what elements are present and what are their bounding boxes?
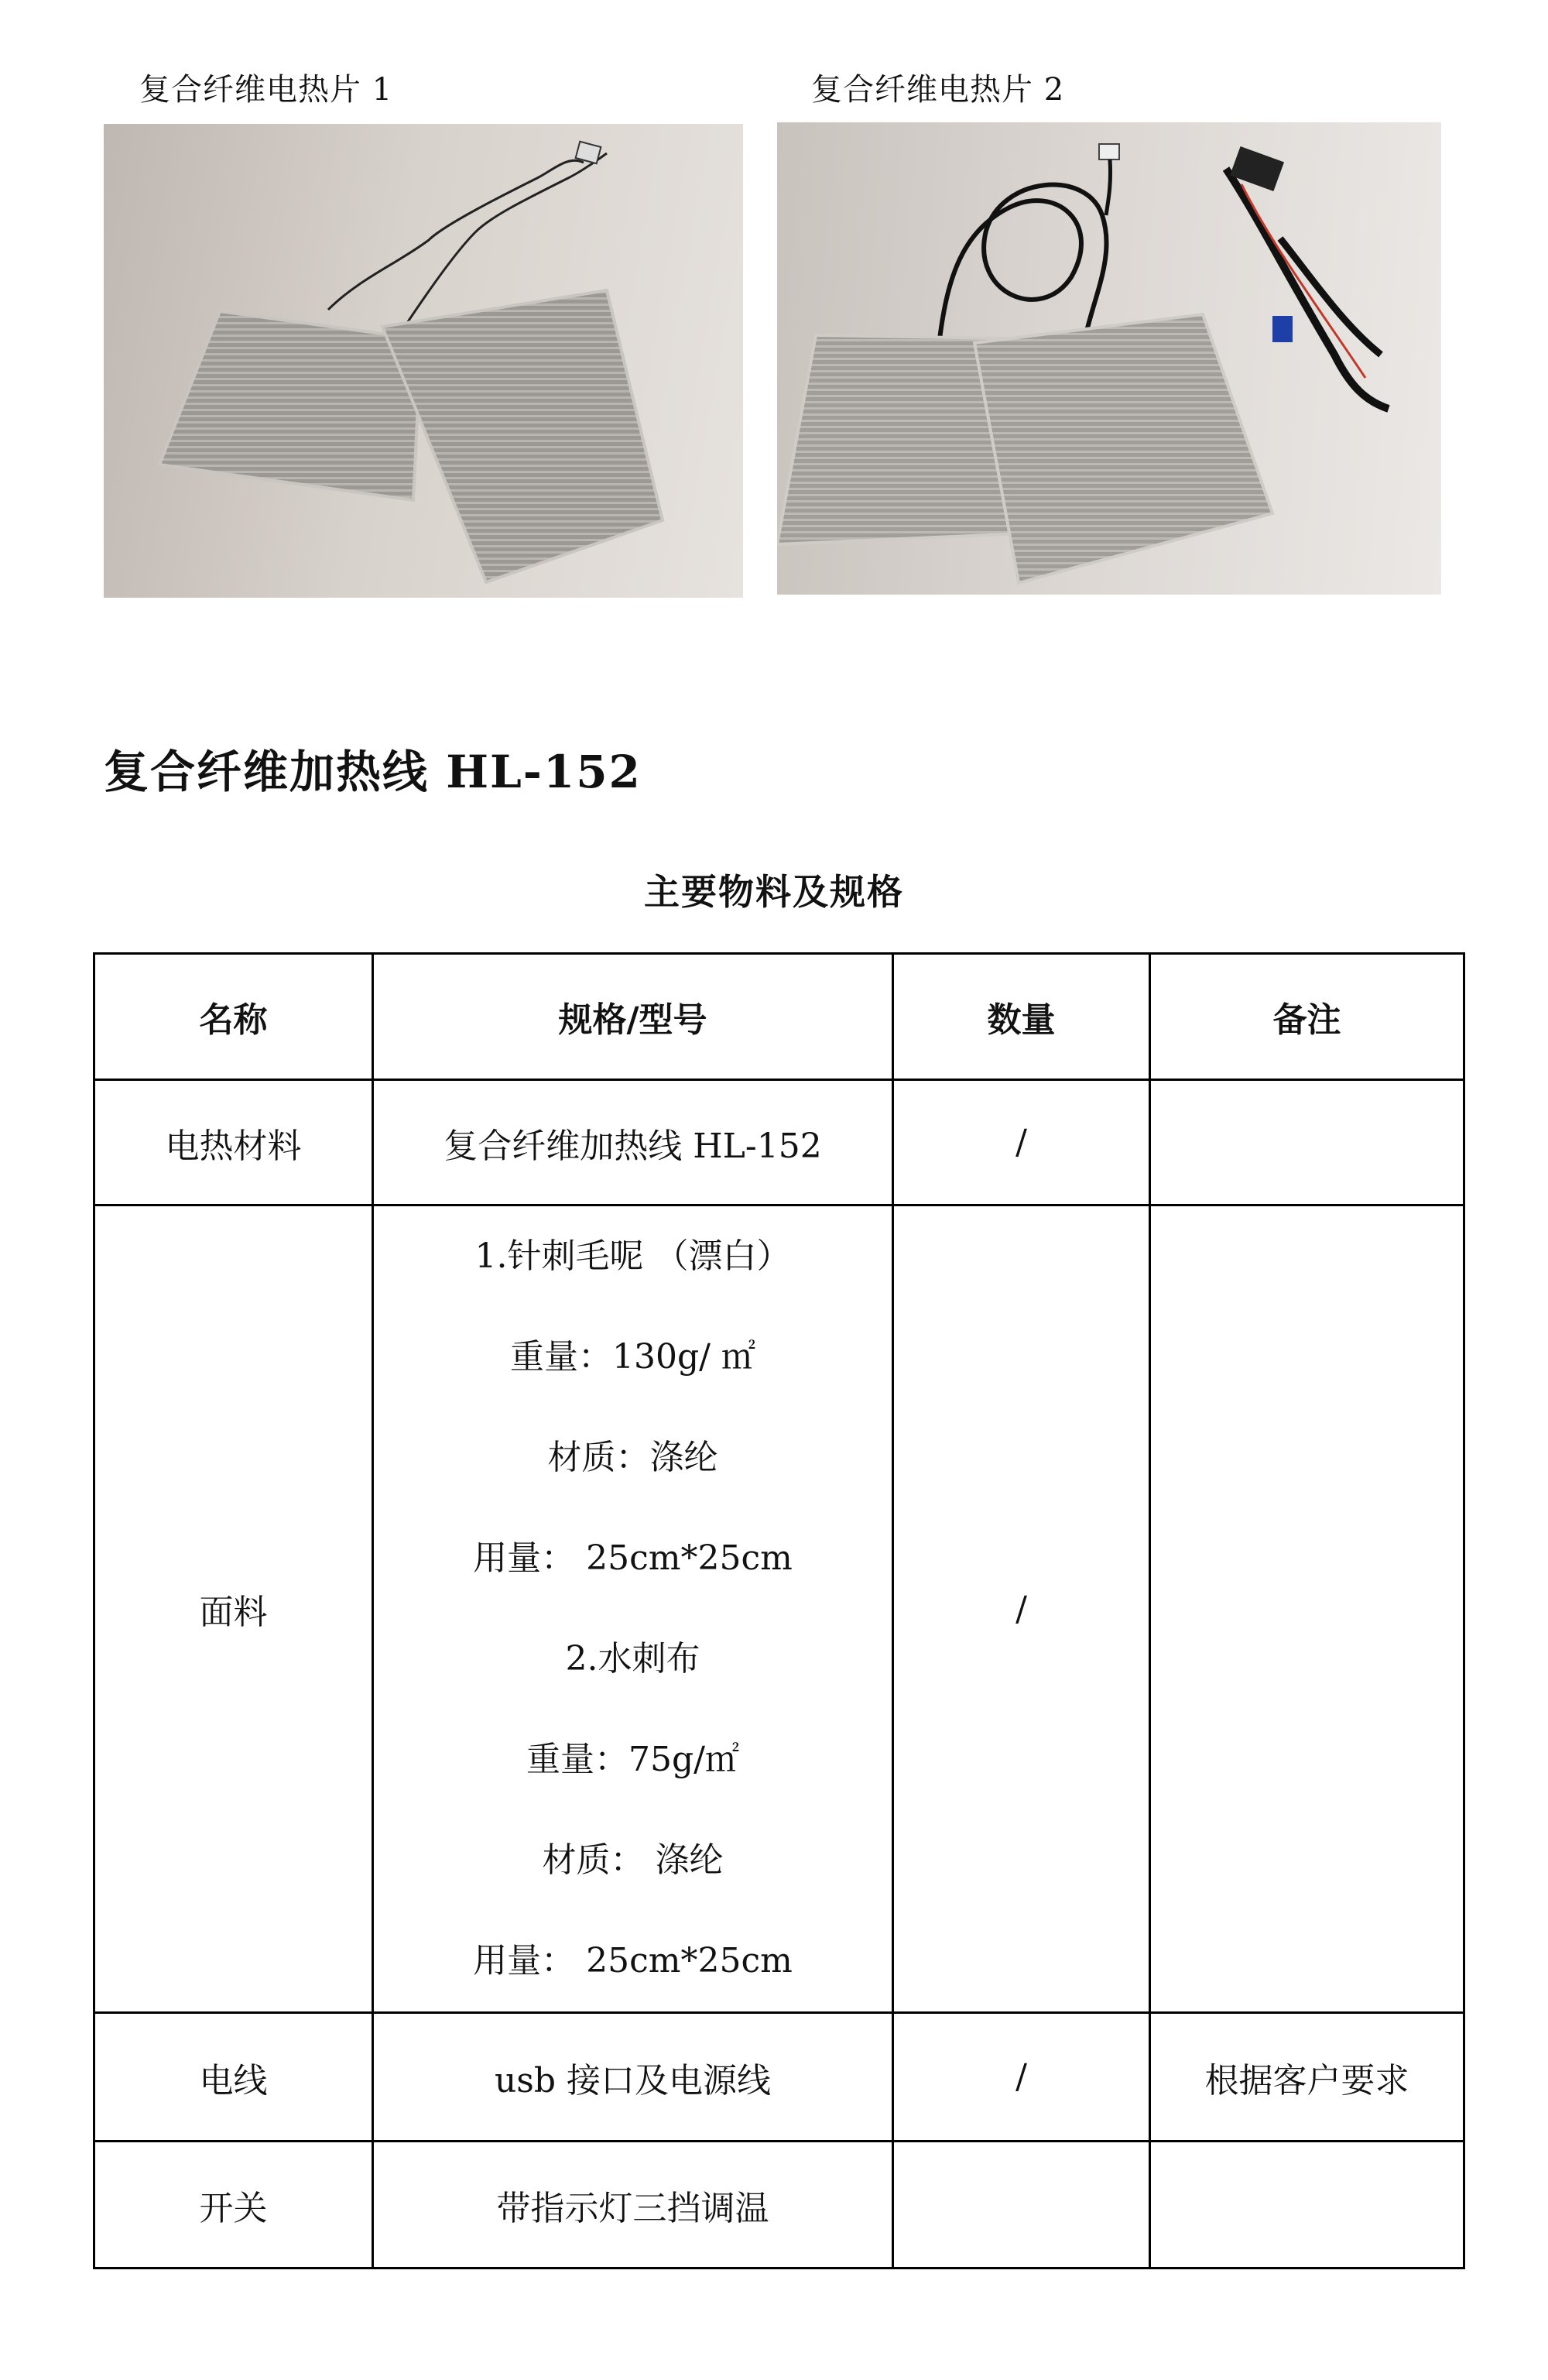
cell-spec: usb 接口及电源线 <box>373 2013 893 2142</box>
spec-line: 用量： 25cm*25cm <box>473 1538 793 1578</box>
cell-note <box>1150 1080 1464 1205</box>
table-row <box>94 2013 1464 2142</box>
cell-name: 面料 <box>94 1205 373 2013</box>
table-row <box>94 1080 1464 1205</box>
cell-name: 电热材料 <box>94 1080 373 1205</box>
spec-line: 重量：130g/ ㎡ <box>510 1337 755 1377</box>
cell-qty <box>893 2142 1150 2269</box>
spec-line: 材质： 涤纶 <box>542 1840 724 1880</box>
cell-note <box>1150 2142 1464 2269</box>
cell-qty: / <box>893 1205 1150 2013</box>
heating-pads-photo-2 <box>777 122 1441 595</box>
cell-spec <box>373 1205 893 2013</box>
spec-line: 用量： 25cm*25cm <box>473 1941 793 1980</box>
header-name: 名称 <box>94 954 373 1080</box>
materials-spec-table <box>93 952 1465 2269</box>
photo-2-caption: 复合纤维电热片 2 <box>811 72 1065 108</box>
cell-qty: / <box>893 1080 1150 1205</box>
cell-spec: 带指示灯三挡调温 <box>373 2142 893 2269</box>
cell-spec: 复合纤维加热线 HL-152 <box>373 1080 893 1205</box>
cell-qty: / <box>893 2013 1150 2142</box>
heating-pads-photo-1 <box>104 124 743 598</box>
table-row <box>94 2142 1464 2269</box>
product-title: 复合纤维加热线 HL-152 <box>104 746 642 798</box>
cell-name: 电线 <box>94 2013 373 2142</box>
photo-1-caption: 复合纤维电热片 1 <box>139 72 393 108</box>
table-header-row <box>94 954 1464 1080</box>
header-qty: 数量 <box>893 954 1150 1080</box>
cell-name: 开关 <box>94 2142 373 2269</box>
header-spec: 规格/型号 <box>373 954 893 1080</box>
spec-line: 材质：涤纶 <box>547 1438 718 1477</box>
header-note: 备注 <box>1150 954 1464 1080</box>
cell-note <box>1150 1205 1464 2013</box>
table-title: 主要物料及规格 <box>644 871 904 913</box>
spec-line: 重量：75g/㎡ <box>526 1740 739 1779</box>
cell-note: 根据客户要求 <box>1150 2013 1464 2142</box>
spec-line: 2.水刺布 <box>565 1639 700 1679</box>
spec-line: 1.针刺毛呢 （漂白） <box>474 1236 791 1276</box>
table-row <box>94 1205 1464 2013</box>
